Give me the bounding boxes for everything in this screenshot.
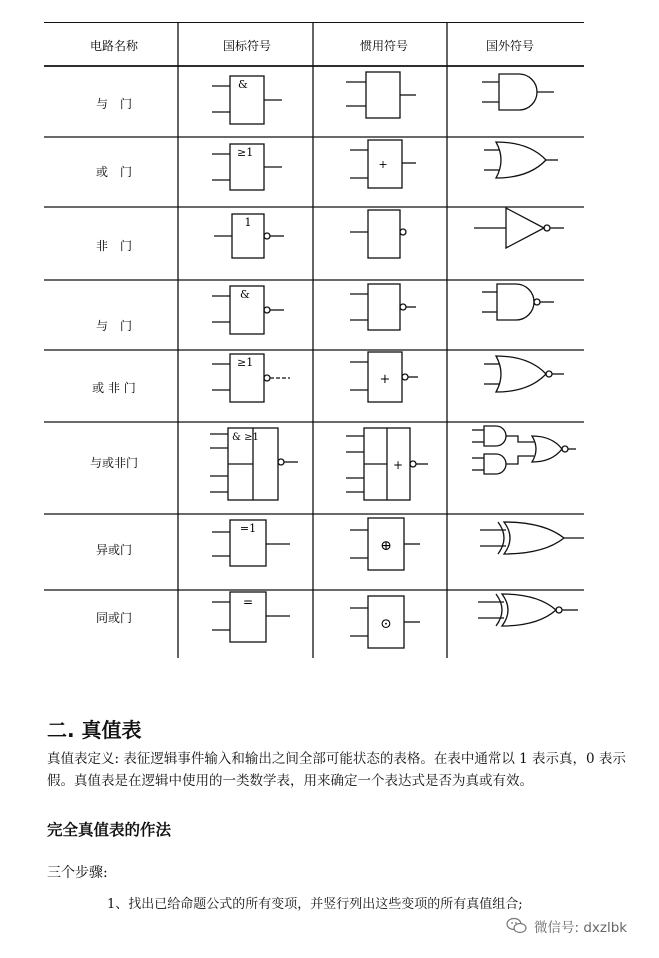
- nand-common-icon: [350, 284, 416, 330]
- or-gb-symbol: ≥1: [237, 146, 254, 159]
- row-name-xnor: 同或门: [95, 611, 133, 625]
- watermark: [506, 916, 627, 936]
- row-name-nand: 与 门: [95, 319, 133, 333]
- truth-table-definition: 真值表定义: 表征逻辑事件输入和输出之间全部可能状态的表格。在表中通常以 1 表示真，0 表示假。真值表是在逻辑中使用的一类数学表，用来确定一个表达式是否为真或有效。: [47, 751, 626, 789]
- nor-common-symbol: +: [379, 372, 391, 387]
- wechat-icon: [506, 917, 528, 935]
- watermark-text: 微信号: dxzlbk: [534, 920, 628, 936]
- subheading: 完全真值表的作法: [47, 821, 172, 839]
- or-common-symbol: +: [378, 158, 388, 171]
- step-1: 1、找出已给命题公式的所有变项，并竖行列出这些变项的所有真值组合;: [107, 897, 523, 912]
- header-common: 惯用符号: [359, 39, 409, 53]
- xnor-common-symbol: ⊙: [380, 616, 392, 632]
- aoi-gb-symbol: & ≥1: [232, 432, 259, 443]
- and-gb-symbol: &: [238, 78, 248, 91]
- xor-gb-symbol: =1: [239, 522, 257, 535]
- row-name-aoi: 与或非门: [89, 456, 139, 470]
- and-common-icon: [346, 72, 416, 118]
- steps-intro: 三个步骤:: [47, 865, 108, 881]
- aoi-common-symbol: +: [392, 458, 404, 472]
- not-gb-symbol: 1: [244, 216, 252, 229]
- nor-foreign-icon: [484, 356, 564, 392]
- row-name-or: 或 门: [95, 165, 133, 179]
- row-name-and: 与 门: [95, 97, 133, 111]
- section-heading: 二. 真值表: [47, 718, 142, 742]
- aoi-foreign-icon: [472, 426, 576, 474]
- row-name-xor: 异或门: [95, 543, 133, 557]
- header-foreign: 国外符号: [485, 39, 535, 53]
- row-name-not: 非 门: [95, 239, 133, 253]
- header-gb: 国标符号: [222, 39, 272, 53]
- and-foreign-icon: [482, 74, 554, 110]
- not-foreign-icon: [474, 208, 564, 248]
- not-common-icon: [350, 210, 406, 258]
- xor-foreign-icon: [480, 522, 584, 554]
- nand-foreign-icon: [482, 284, 554, 320]
- logic-gate-table: [44, 22, 584, 662]
- header-name: 电路名称: [89, 39, 139, 53]
- nor-gb-symbol: ≥1: [237, 356, 254, 369]
- nand-gb-symbol: &: [240, 288, 250, 301]
- xnor-foreign-icon: [478, 594, 578, 626]
- xor-common-symbol: ⊕: [380, 538, 392, 554]
- xnor-gb-symbol: =: [242, 595, 254, 609]
- aoi-common-icon: [346, 428, 428, 500]
- row-name-nor: 或 非 门: [92, 381, 136, 395]
- or-foreign-icon: [484, 142, 558, 178]
